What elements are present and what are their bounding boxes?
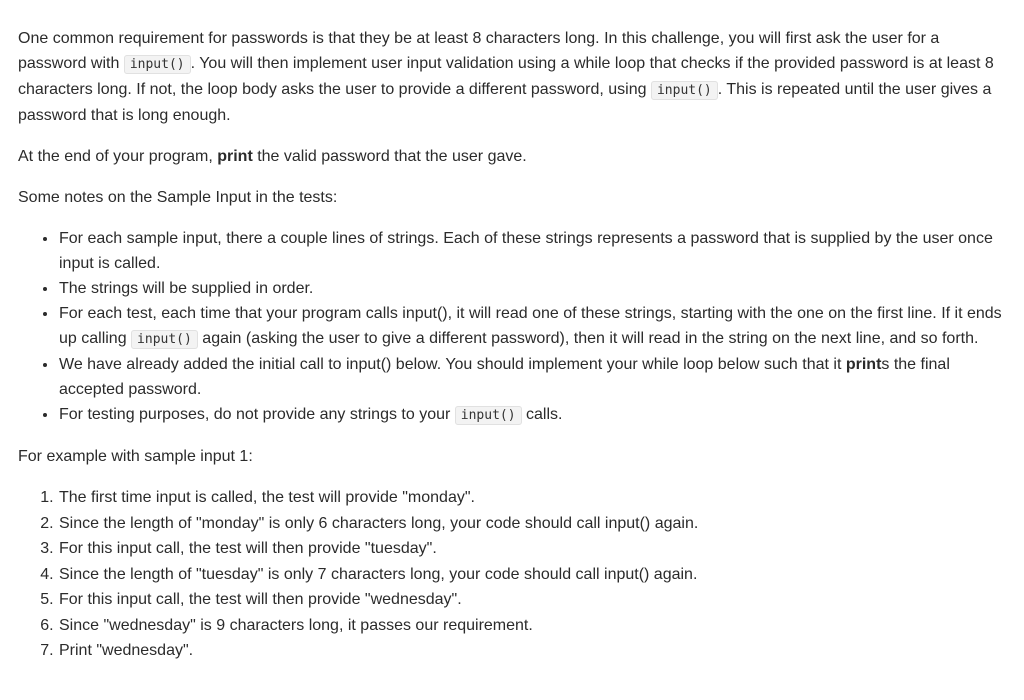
example-heading: For example with sample input 1: — [18, 448, 253, 465]
list-item: 2. Since the length of "monday" is only 6 characters long, your code should call input() again. — [58, 511, 1006, 537]
inline-code-input: input() — [455, 406, 522, 425]
intro-paragraph — [18, 26, 1006, 128]
list-item: 4. Since the length of "tuesday" is only 7 characters long, your code should call input() again. — [58, 562, 1006, 588]
list-item: 5. For this input call, the test will then provide "wednesday". — [58, 587, 1006, 613]
note-text: We have already added the initial call to input() below. You should implement your while loop below such that it — [59, 356, 846, 373]
note-text: For testing purposes, do not provide any strings to your — [59, 406, 455, 423]
print-instruction-paragraph — [18, 144, 1006, 169]
note-text: s the final accepted password. — [59, 356, 950, 398]
intro-text-1: One common requirement for passwords is that they be at least 8 characters long. In this challenge, you will first ask the user for a password with — [18, 30, 940, 72]
note-text: calls. — [521, 406, 563, 423]
note-text: For each sample input, there a couple lines of strings. Each of these strings represents a password that is supplied by the user once input is called. — [59, 230, 993, 272]
inline-code-input: input() — [651, 81, 718, 100]
notes-list — [18, 226, 1006, 428]
list-item: 7. Print "wednesday". — [58, 638, 1006, 664]
print-bold: print — [217, 148, 253, 165]
list-item: 3. For this input call, the test will then provide "tuesday". — [58, 536, 1006, 562]
note-text: The strings will be supplied in order. — [59, 280, 314, 297]
list-item: 1. The first time input is called, the test will provide "monday". — [58, 485, 1006, 511]
list-item — [58, 402, 1006, 428]
inline-code-input: input() — [124, 55, 191, 74]
list-item: 6. Since "wednesday" is 9 characters long, it passes our requirement. — [58, 613, 1006, 639]
intro-text-3: . This is repeated until the user gives a password that is long enough. — [18, 81, 992, 124]
print-text-2: the valid password that the user gave. — [252, 148, 527, 165]
note-text: For each test, each time that your program calls input(), it will read one of these strings, starting with the one on the first line. If it ends up calling — [59, 305, 1002, 347]
note-bold: print — [845, 356, 882, 373]
print-text-1: At the end of your program, — [18, 148, 218, 165]
list-item — [58, 276, 1006, 301]
list-item — [58, 352, 1006, 402]
example-steps-list — [18, 485, 1006, 664]
note-text: again (asking the user to give a different password), then it will read in the string on the next line, and so forth. — [197, 330, 979, 347]
list-item — [58, 301, 1006, 352]
list-item — [58, 226, 1006, 276]
notes-heading: Some notes on the Sample Input in the tests: — [18, 189, 338, 206]
intro-text-2: . You will then implement user input validation using a while loop that checks if the provided password is at least 8 characters long. If not, the loop body asks the user to provide a different password, using — [18, 55, 994, 98]
inline-code-input: input() — [131, 330, 198, 349]
